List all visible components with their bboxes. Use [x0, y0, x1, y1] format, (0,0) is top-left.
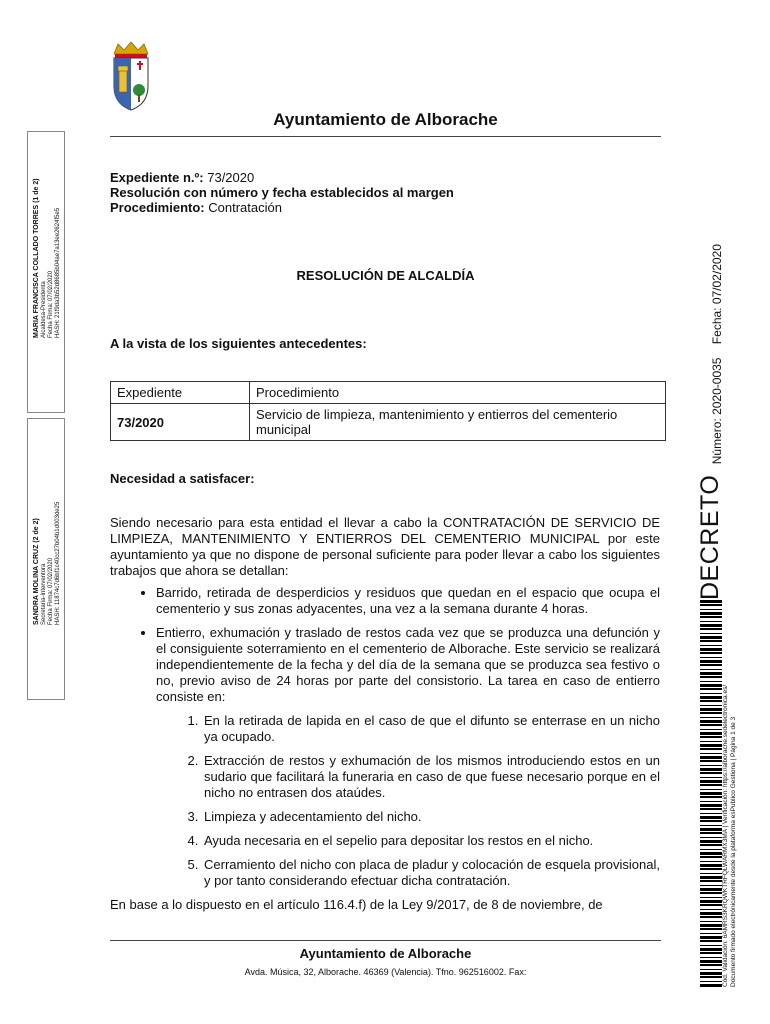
barcode-bar — [700, 760, 722, 762]
barcode-bar — [700, 916, 722, 918]
signer-role: Alcaldesa-Presidenta — [41, 281, 47, 338]
document-body — [110, 515, 660, 919]
table-header-cell: Expediente — [111, 382, 250, 404]
barcode-bar — [700, 741, 722, 742]
barcode-bar — [700, 657, 722, 658]
barcode-bar — [700, 720, 722, 723]
barcode-bar — [700, 717, 722, 718]
task-list — [110, 585, 660, 705]
barcode-bar — [700, 904, 722, 906]
barcode-bar — [700, 844, 722, 846]
barcode-bar — [700, 652, 722, 654]
footer-org-name: Ayuntamiento de Alborache — [299, 946, 472, 961]
barcode-bar — [700, 796, 722, 798]
barcode-bar — [700, 765, 722, 766]
expediente-label: Expediente n.º: — [110, 170, 204, 185]
barcode-bar — [700, 933, 722, 934]
burial-steps-list — [110, 713, 660, 889]
barcode-bar — [700, 792, 722, 795]
signature-text — [33, 502, 62, 625]
barcode-bar — [700, 813, 722, 814]
barcode-bar — [700, 864, 722, 867]
signature-date: Fecha Firma: 07/02/2020 — [48, 557, 54, 625]
barcode-bar — [700, 612, 722, 615]
list-item: 3. Limpieza y adecentamiento del nicho. — [202, 809, 660, 825]
barcode-bar — [700, 748, 722, 750]
footer-address: Avda. Música, 32, Alborache. 46369 (Valencia). Tfno. 962516002. Fax: — [244, 967, 527, 977]
barcode-bar — [700, 976, 722, 978]
barcode-bar — [700, 768, 722, 771]
list-item: • Barrido, retirada de desperdicios y residuos que quedan en el espacio que ocupa el cementerio y sus zonas adyacentes, una vez a la semana durante 4 horas. — [156, 585, 660, 617]
barcode-bar — [700, 772, 722, 774]
list-item: 2. Extracción de restos y exhumación de los mismos introduciendo estos en un sudario que facilitará la funeraria en caso de que fuese necesario porque en el nicho no entrasen dos ataúdes. — [202, 753, 660, 801]
barcode-bar — [700, 660, 722, 663]
signature-hash: HASH: 11874c7d6bf1c40cc27b04b1d003de25 — [55, 501, 61, 625]
barcode-bar — [700, 897, 722, 898]
signer-role: Secretaria-Interventora — [41, 563, 47, 625]
signature-date: Fecha Firma: 07/02/2020 — [48, 270, 54, 338]
barcode-bar — [700, 681, 722, 682]
barcode-bar — [700, 708, 722, 711]
barcode-bar — [700, 780, 722, 783]
barcode-bar — [700, 801, 722, 802]
barcode-bar — [700, 732, 722, 735]
barcode-bar — [700, 621, 722, 622]
page-header-title: Ayuntamiento de Alborache — [273, 110, 498, 129]
validation-line: Documento firmado electrónicamente desde la plataforma esPublico Gestiona | Página 1 de 3 — [730, 716, 737, 987]
barcode-bar — [700, 936, 722, 939]
expediente-table — [110, 381, 666, 441]
signature-hash: HASH: 21f9da3b52d8685b04ae7a13ee2624f5e5 — [55, 207, 61, 338]
signer-name: MARIA FRANCISCA COLLADO TORRES (1 de 2) — [33, 178, 40, 338]
resolution-title: RESOLUCIÓN DE ALCALDÍA — [296, 268, 475, 283]
barcode-bar — [700, 984, 722, 987]
barcode-bar — [700, 969, 722, 970]
barcode-bar — [700, 964, 722, 966]
expediente-meta — [110, 170, 454, 215]
barcode-bar — [700, 832, 722, 834]
barcode-bar — [700, 921, 722, 922]
barcode-bar — [700, 669, 722, 670]
barcode-bar — [700, 756, 722, 759]
decree-date: Fecha: 07/02/2020 — [710, 244, 724, 345]
barcode-bar — [700, 861, 722, 862]
barcode-bar — [700, 648, 722, 651]
barcode-bar — [700, 856, 722, 858]
barcode-bar — [700, 912, 722, 915]
barcode-bar — [700, 828, 722, 831]
barcode-bar — [700, 640, 722, 642]
barcode-bar — [700, 784, 722, 786]
body-closing: En base a lo dispuesto en el artículo 116.4.f) de la Ley 9/2017, de 8 de noviembre, de — [110, 897, 603, 912]
barcode-bar — [700, 940, 722, 942]
barcode-bar — [700, 688, 722, 690]
barcode-bar — [700, 712, 722, 714]
barcode-bar — [700, 664, 722, 666]
list-item: 1. En la retirada de lapida en el caso de que el difunto se enterrase en un nicho ya ocupado. — [202, 713, 660, 745]
barcode-bar — [700, 804, 722, 807]
barcode-bar — [700, 753, 722, 754]
barcode-bar — [700, 880, 722, 882]
barcode-bar — [700, 868, 722, 870]
resolucion-line: Resolución con número y fecha establecidos al margen — [110, 185, 454, 200]
barcode-bar — [700, 729, 722, 730]
barcode-bar — [700, 633, 722, 634]
table-row — [111, 404, 666, 441]
barcode-bar — [700, 849, 722, 850]
barcode-bar — [700, 948, 722, 951]
barcode-bar — [700, 945, 722, 946]
list-item: 4. Ayuda necesaria en el sepelio para depositar los restos en el nicho. — [202, 833, 660, 849]
barcode-bar — [700, 736, 722, 738]
barcode-bar — [700, 852, 722, 855]
barcode-bar — [700, 928, 722, 930]
barcode-bar — [700, 600, 722, 603]
barcode-bar — [700, 705, 722, 706]
barcode-bar — [700, 816, 722, 819]
table-header-cell: Procedimiento — [250, 382, 666, 404]
antecedentes-heading: A la vista de los siguientes antecedentes: — [110, 336, 367, 351]
barcode-bar — [700, 909, 722, 910]
table-header-row — [111, 382, 666, 404]
barcode-bar — [700, 696, 722, 699]
barcode-bar — [700, 981, 722, 982]
barcode-bar — [700, 808, 722, 810]
table-cell: 73/2020 — [111, 404, 250, 441]
barcode-bar — [700, 684, 722, 687]
barcode-bar — [700, 693, 722, 694]
list-item: • Entierro, exhumación y traslado de restos cada vez que se produzca una defunción y el consiguiente soterramiento en el cementerio de Alborache. Este servicio se realizará independientemente de la fecha y del día de la semana que se produzca sea festivo o no, previo aviso de 24 horas por parte del consistorio. La tarea en caso de entierro consiste en: — [156, 625, 660, 705]
barcode-bar — [700, 888, 722, 891]
barcode-bar — [700, 676, 722, 678]
table-cell: Servicio de limpieza, mantenimiento y entierros del cementerio municipal — [250, 404, 666, 441]
list-item: 5. Cerramiento del nicho con placa de pladur y colocación de esquela provisional, y por tanto considerando efectuar dicha contratación. — [202, 857, 660, 889]
barcode-bar — [700, 924, 722, 927]
signer-name: SANDRA MOLINA CRUZ (2 de 2) — [33, 518, 40, 625]
barcode-bar — [700, 628, 722, 630]
header-divider — [110, 136, 661, 137]
signature-box — [27, 418, 65, 700]
barcode-bar — [700, 972, 722, 975]
municipal-crest-icon — [108, 40, 154, 112]
validation-line: Cód. Validación: 6AMRS3KRQWKTRFQLWARMX3MA | Verificación: https://alborache.sedelectronica.es/ — [722, 684, 729, 987]
expediente-value: 73/2020 — [207, 170, 255, 185]
barcode-bar — [700, 724, 722, 726]
barcode-bar — [700, 744, 722, 747]
barcode-bar — [700, 672, 722, 675]
procedimiento-value: Contratación — [208, 200, 282, 215]
necesidad-heading: Necesidad a satisfacer: — [110, 471, 255, 486]
barcode-bar — [700, 876, 722, 879]
barcode-bar — [700, 700, 722, 702]
barcode-bar — [700, 645, 722, 646]
barcode-bar — [700, 885, 722, 886]
barcode-bar — [700, 777, 722, 778]
procedimiento-label: Procedimiento: — [110, 200, 205, 215]
barcode-bar — [700, 840, 722, 843]
barcode-bar — [700, 825, 722, 826]
validation-barcode — [700, 600, 722, 988]
barcode-bar — [700, 900, 722, 903]
barcode-bar — [700, 616, 722, 618]
footer-divider — [110, 940, 661, 941]
barcode-bar — [700, 609, 722, 610]
barcode-bar — [700, 952, 722, 954]
barcode-bar — [700, 892, 722, 894]
barcode-bar — [700, 873, 722, 874]
decree-word: DECRETO — [696, 474, 724, 600]
body-intro: Siendo necesario para esta entidad el llevar a cabo la CONTRATACIÓN DE SERVICIO DE LIMPIEZA, MANTENIMIENTO Y ENTIERROS DEL CEMENTERIO MUNICIPAL por este ayuntamiento ya que no dispone de personal suficiente para poder llevar a cabo los siguientes trabajos que ahora se detallan: — [110, 515, 660, 578]
decree-stamp — [696, 244, 724, 600]
barcode-bar — [700, 960, 722, 963]
decree-number: Número: 2020-0035 — [710, 357, 724, 465]
barcode-bar — [700, 789, 722, 790]
barcode-bar — [700, 957, 722, 958]
signature-text — [33, 178, 62, 338]
validation-text — [722, 685, 738, 987]
barcode-bar — [700, 837, 722, 838]
barcode-bar — [700, 604, 722, 606]
barcode-bar — [700, 636, 722, 639]
barcode-bar — [700, 624, 722, 627]
barcode-bar — [700, 820, 722, 822]
signature-box — [27, 131, 65, 413]
